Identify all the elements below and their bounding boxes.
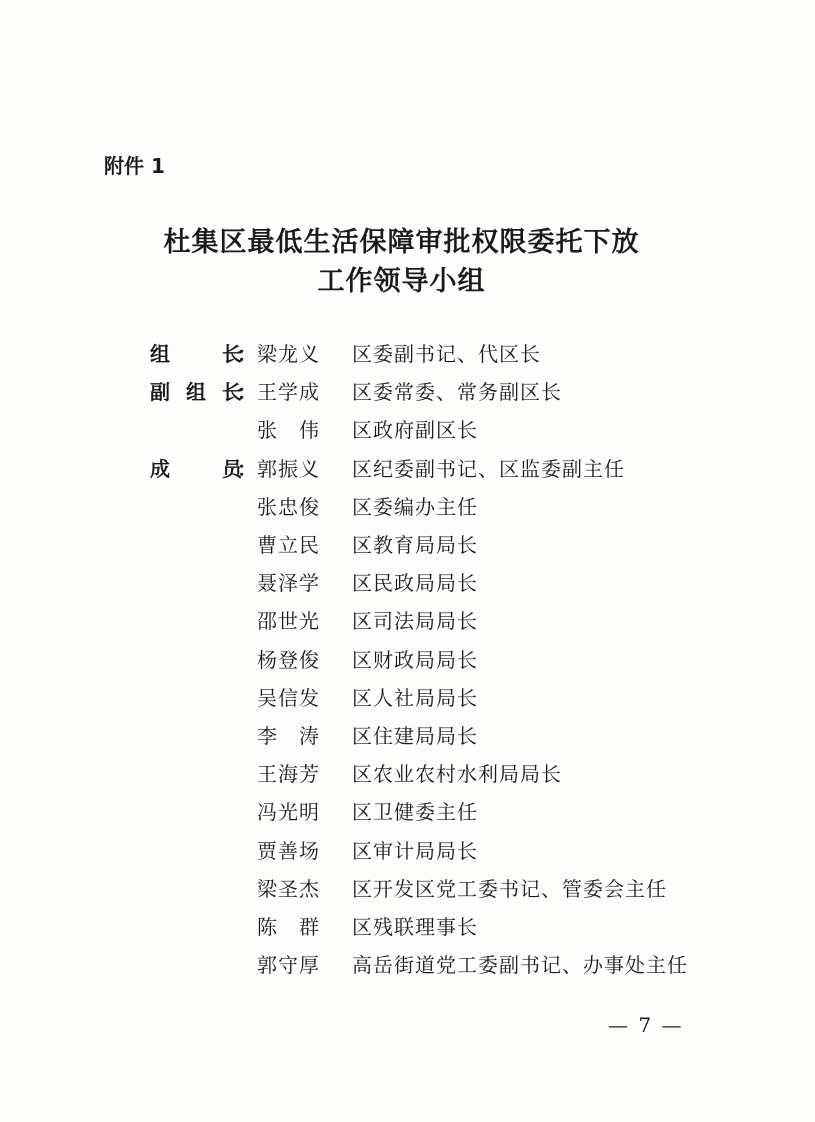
roster-role-colon: ：: [237, 342, 257, 366]
roster-row: [0, 682, 815, 714]
roster-row: [0, 796, 815, 828]
roster-position: 区民政局局长: [352, 571, 478, 596]
roster-position: 区农业农村水利局局长: [352, 762, 562, 787]
roster-row: [0, 338, 815, 370]
page-number: — 7 —: [608, 1013, 684, 1037]
roster-role: 成 员: [150, 456, 242, 481]
roster-position: 区残联理事长: [352, 915, 478, 939]
roster-name: 陈 群: [257, 915, 319, 939]
roster-role: 组 长: [150, 342, 242, 366]
roster-row: [0, 605, 815, 637]
roster-row: [0, 567, 815, 599]
roster-name: 王 海 芳: [257, 762, 319, 787]
roster-name: 郭 振 义: [257, 456, 319, 481]
roster-row: [0, 453, 815, 485]
roster-name: 张 忠 俊: [257, 494, 319, 519]
roster-row: [0, 758, 815, 790]
roster-position: 区教育局局长: [352, 533, 478, 557]
roster-position: 区卫健委主任: [352, 800, 478, 825]
roster-position: 高岳街道党工委副书记、办事处主任: [352, 953, 688, 978]
roster-position: 区财政局局长: [352, 647, 478, 672]
roster-row: [0, 949, 815, 981]
roster-name: 李 涛: [257, 724, 319, 748]
roster-row: [0, 644, 815, 676]
roster-position: 区委副书记、代区长: [352, 342, 541, 366]
roster-row: [0, 835, 815, 867]
roster-name: 杨 登 俊: [257, 647, 319, 672]
roster-name: 聂 泽 学: [257, 571, 319, 596]
roster-name: 贾 善 场: [257, 838, 319, 863]
roster-role-colon: ：: [237, 380, 257, 405]
roster-name: 王 学 成: [257, 380, 319, 405]
roster-position: 区司法局局长: [352, 609, 478, 634]
roster-row: [0, 376, 815, 408]
roster-row: [0, 529, 815, 561]
roster-name: 梁 圣 杰: [257, 876, 319, 901]
roster-position: 区审计局局长: [352, 838, 478, 863]
roster-role: 副 组 长: [150, 380, 242, 405]
roster-name: 梁 龙 义: [257, 342, 319, 366]
roster-row: [0, 720, 815, 752]
roster-position: 区纪委副书记、区监委副主任: [352, 456, 625, 481]
roster-row: [0, 911, 815, 943]
roster-name: 张 伟: [257, 418, 319, 443]
roster-name: 郭 守 厚: [257, 953, 319, 978]
roster-position: 区人社局局长: [352, 685, 478, 710]
roster-row: [0, 414, 815, 446]
attachment-label: 附件 1: [104, 154, 165, 178]
roster-role-colon: ：: [237, 456, 257, 481]
roster-position: 区委常委、常务副区长: [352, 380, 562, 405]
roster-position: 区委编办主任: [352, 494, 478, 519]
roster-name: 吴 信 发: [257, 685, 319, 710]
roster-row: [0, 491, 815, 523]
roster-name: 邵 世 光: [257, 609, 319, 634]
document-title-line-2: 工作领导小组: [317, 266, 486, 297]
roster-position: 区住建局局长: [352, 724, 478, 748]
roster-position: 区政府副区长: [352, 418, 478, 443]
roster-position: 区开发区党工委书记、管委会主任: [352, 876, 667, 901]
roster-row: [0, 873, 815, 905]
roster-name: 曹 立 民: [257, 533, 319, 557]
document-title-line-1: 杜集区最低生活保障审批权限委托下放: [163, 227, 640, 258]
roster-name: 冯 光 明: [257, 800, 319, 825]
